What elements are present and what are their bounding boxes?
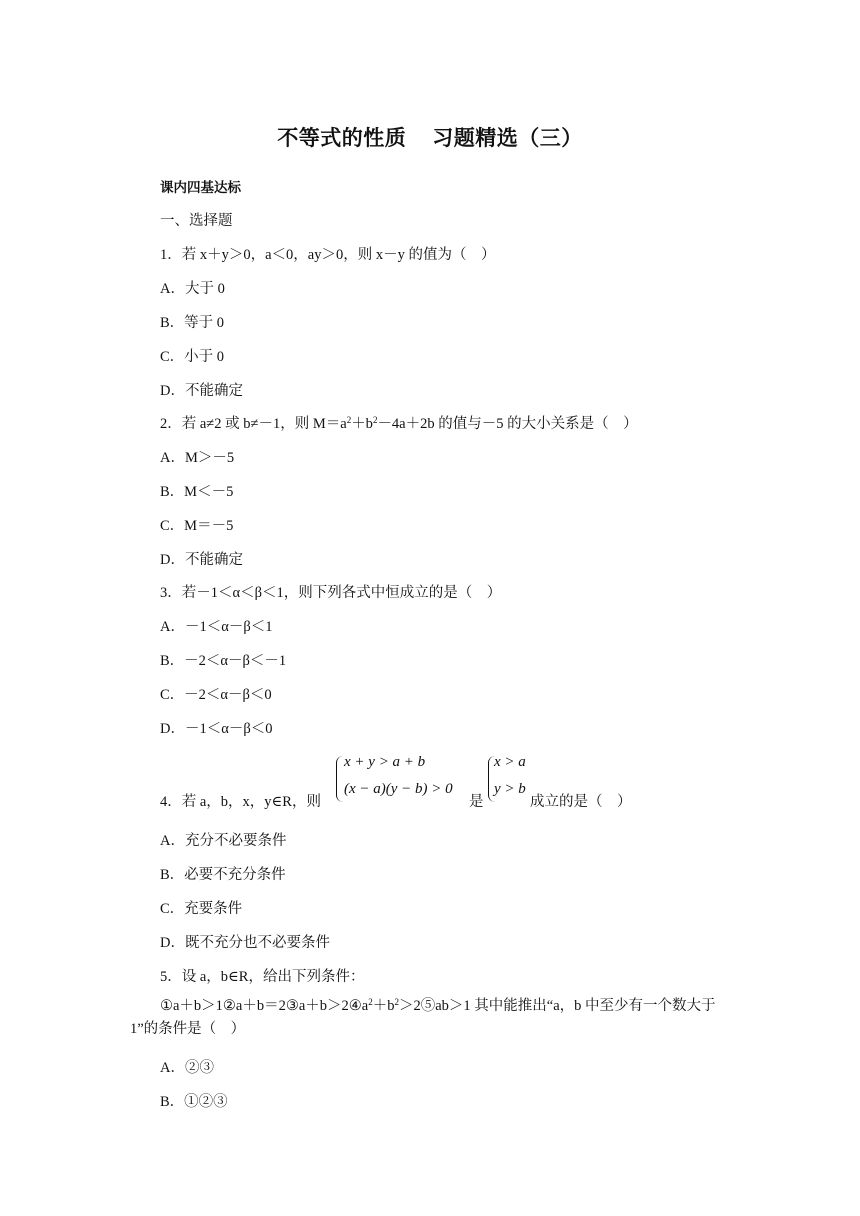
question-1-option-c: C．小于 0 (160, 349, 225, 365)
question-4-suffix: 成立的是（ ） (530, 794, 632, 810)
question-5-option-b: B．①②③ (160, 1094, 228, 1110)
question-4-option-d: D．既不充分也不必要条件 (160, 935, 330, 951)
system-1-brace (336, 756, 343, 802)
question-3-option-c: C．－2＜α－β＜0 (160, 687, 272, 703)
question-4-prefix: 4．若 a，b，x，y∈R，则 (160, 794, 321, 810)
title-part-1: 不等式的性质 (277, 126, 407, 150)
question-5-option-a: A．②③ (160, 1060, 214, 1076)
question-2-option-d: D．不能确定 (160, 552, 243, 568)
title-part-2: 习题精选（三） (432, 126, 583, 150)
system-2-row-2: y > b (494, 781, 526, 797)
question-2-option-a: A．M＞－5 (160, 450, 235, 466)
question-3-option-a: A．－1＜α－β＜1 (160, 619, 273, 635)
question-2-option-b: B．M＜－5 (160, 484, 234, 500)
question-1-option-b: B．等于 0 (160, 315, 225, 331)
question-1-stem: 1．若 x＋y＞0，a＜0，ay＞0，则 x－y 的值为（ ） (160, 247, 496, 263)
question-1-option-a: A．大于 0 (160, 281, 225, 297)
system-2-row-1: x > a (494, 754, 526, 770)
question-4-option-a: A．充分不必要条件 (160, 833, 287, 849)
subsection-heading: 一、选择题 (160, 213, 233, 229)
system-1-row-2: (x − a)(y − b) > 0 (344, 781, 453, 797)
question-3-option-d: D．－1＜α－β＜0 (160, 721, 273, 737)
section-heading: 课内四基达标 (160, 180, 241, 196)
question-2-option-c: C．M＝－5 (160, 518, 234, 534)
question-4-middle: 是 (469, 794, 484, 810)
question-5-conditions: $①a+b>1②a+b=2③a+b>2④a^2+b^2>2⑤ab>1$ 其中能推出“a，b 中至少有一个数大于 1”的条件是（ ） (130, 997, 716, 1037)
question-2-stem: 2．若 a≠2 或 b≠－1，则 $M=a^2+b^2-4a+2b$ 的值与－5 的大小关系是（ ） (160, 415, 638, 432)
system-1-row-1: x + y > a + b (344, 754, 426, 770)
question-4-option-c: C．充要条件 (160, 901, 243, 917)
question-1-option-d: D．不能确定 (160, 383, 243, 399)
question-4-option-b: B．必要不充分条件 (160, 867, 286, 883)
question-3-stem: 3．若－1＜α＜β＜1，则下列各式中恒成立的是（ ） (160, 585, 502, 601)
page-title (0, 122, 860, 152)
question-3-option-b: B．－2＜α－β＜－1 (160, 653, 287, 669)
question-5-stem: 5．设 a，b∈R，给出下列条件： (160, 969, 365, 985)
